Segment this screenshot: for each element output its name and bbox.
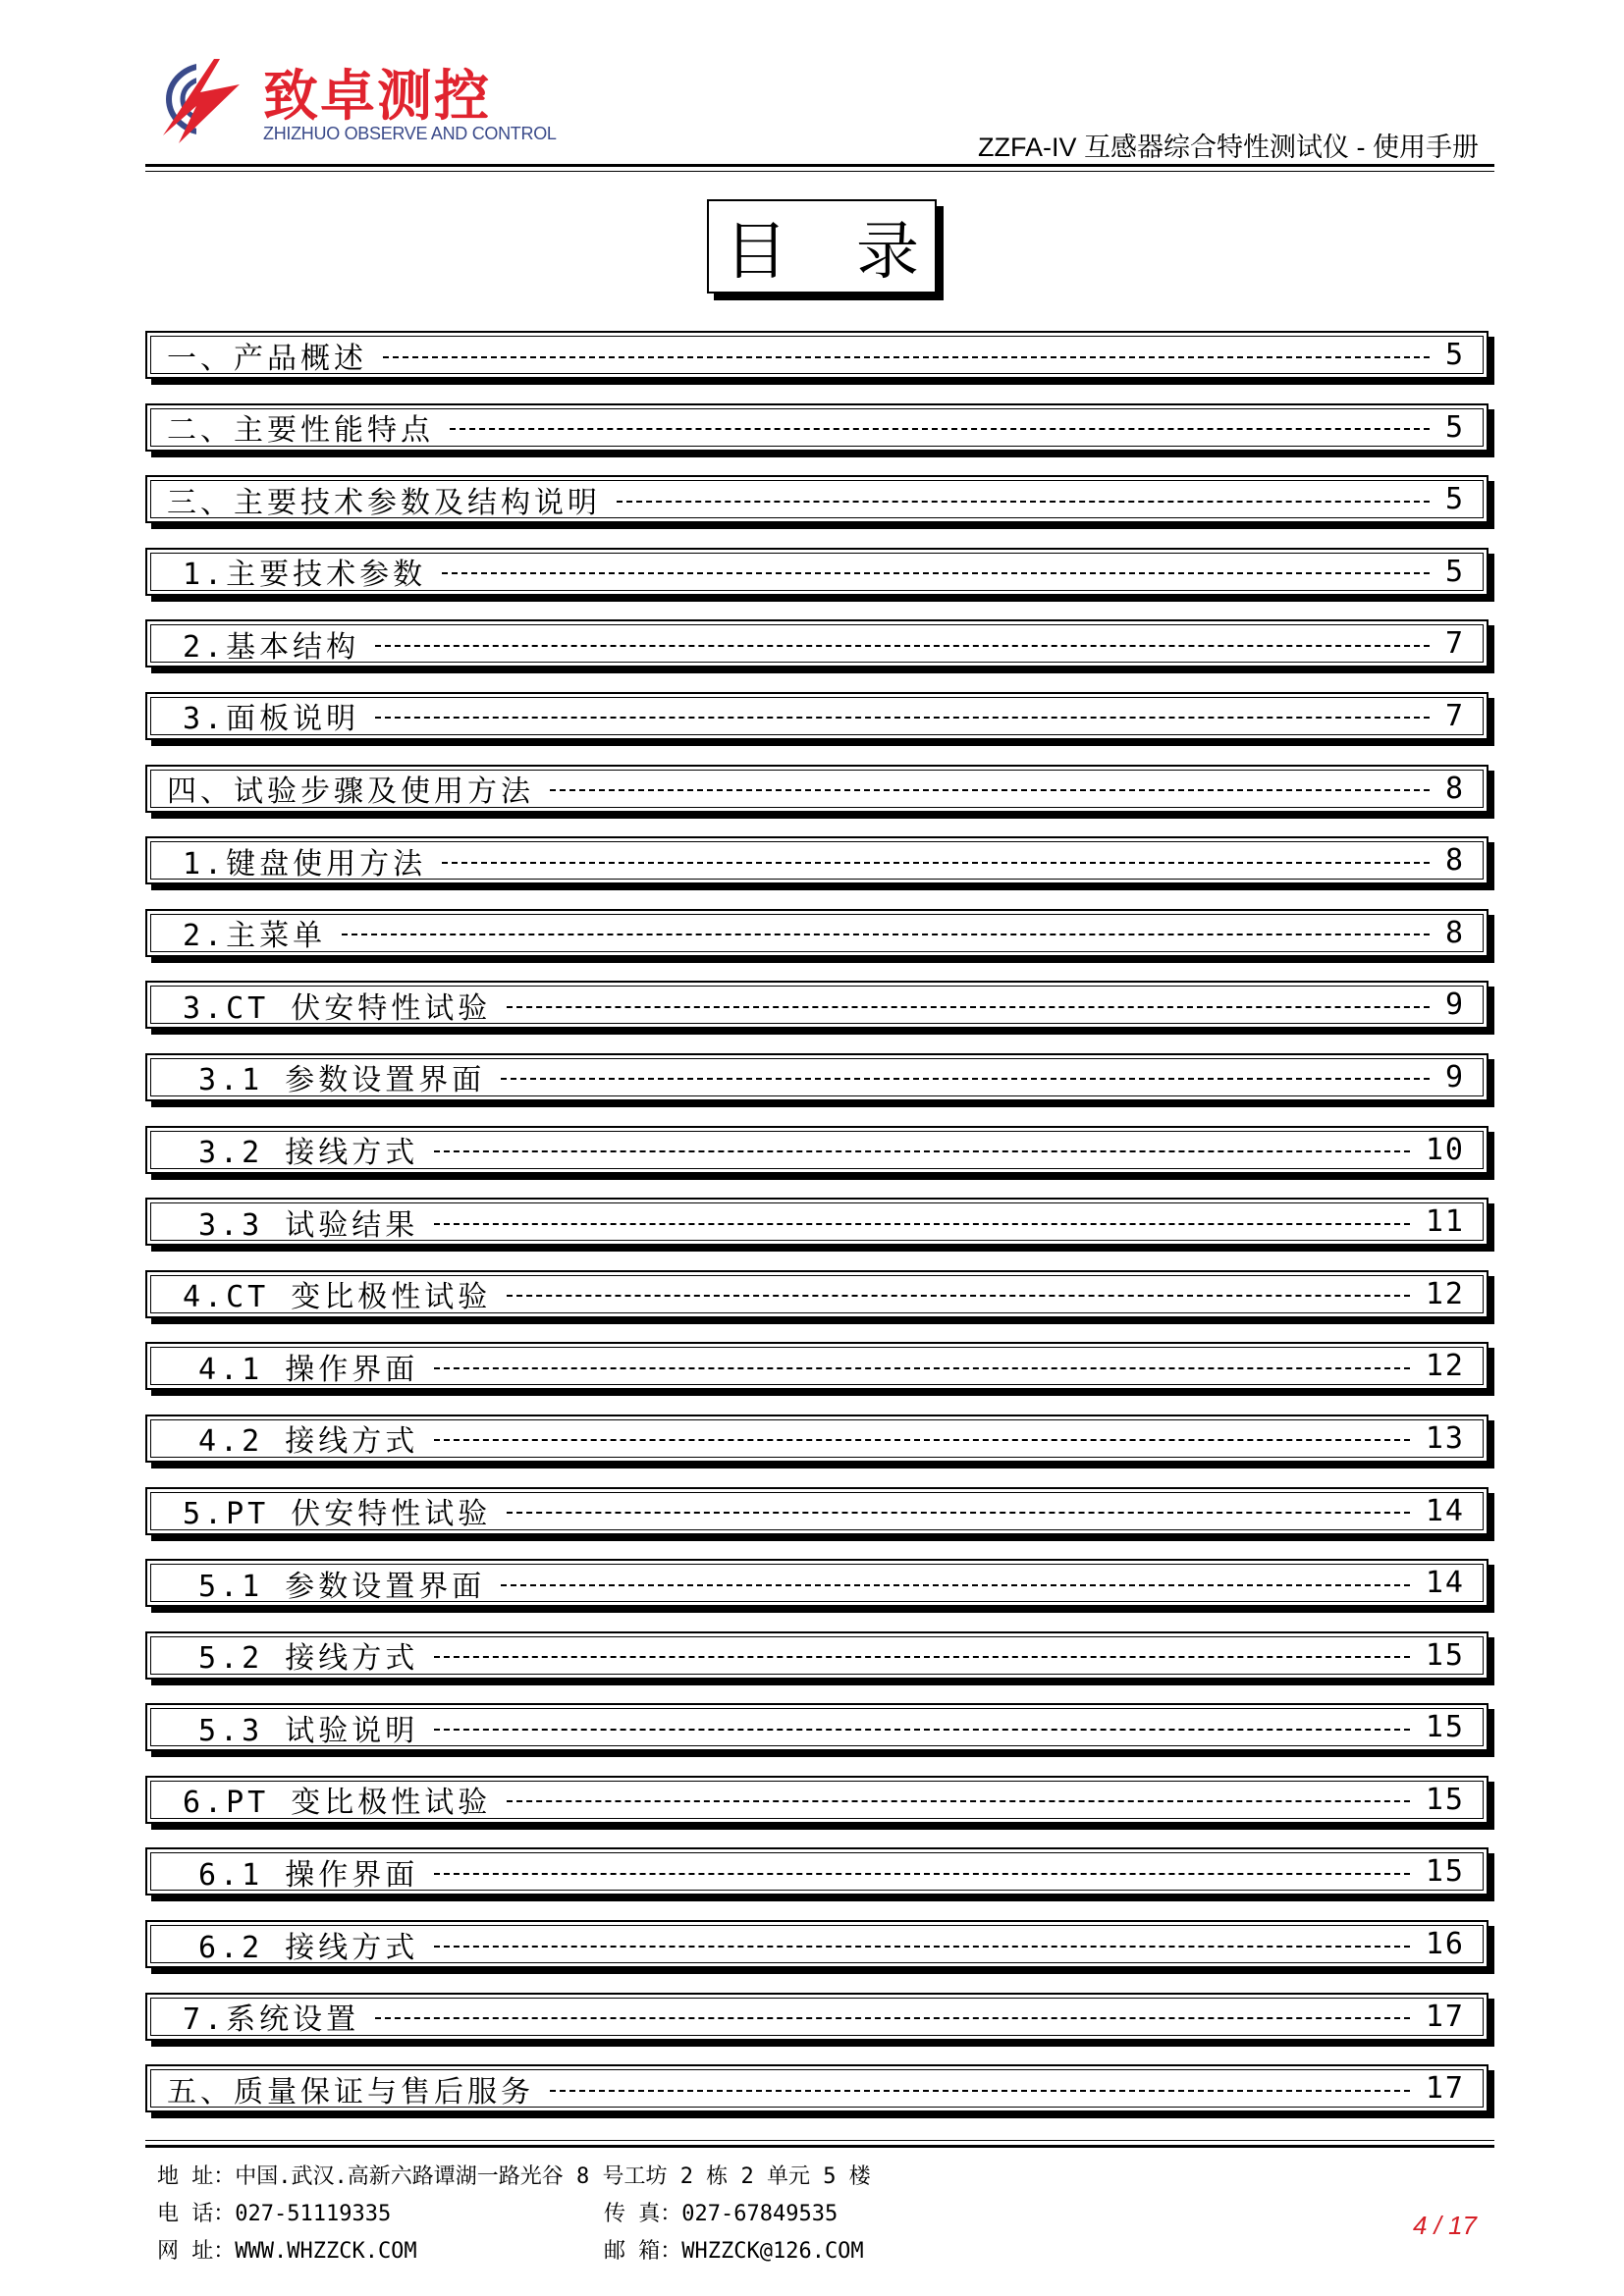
toc-entry[interactable]	[145, 692, 1489, 740]
toc-entry-page: 15	[1425, 1637, 1465, 1673]
toc-entry-page: 15	[1425, 1782, 1465, 1817]
toc-entry[interactable]	[145, 1198, 1489, 1246]
toc-entry-leader	[450, 428, 1430, 430]
toc-entry[interactable]	[145, 1270, 1489, 1318]
toc-entry-label: 四、试验步骤及使用方法	[167, 774, 534, 810]
toc-entry-leader	[550, 2090, 1410, 2092]
toc-entry-leader	[501, 1078, 1430, 1080]
toc-entry-page: 7	[1444, 626, 1465, 662]
toc-entry[interactable]	[145, 475, 1489, 523]
footer-email: 邮 箱：WHZZCK@126.COM	[604, 2239, 864, 2264]
toc-entry[interactable]	[145, 1415, 1489, 1463]
toc-entry[interactable]	[145, 403, 1489, 452]
header-rule-thick	[145, 164, 1494, 167]
toc-entry-leader	[507, 1800, 1410, 1802]
toc-entry-page: 14	[1425, 1493, 1465, 1528]
toc-entry[interactable]	[145, 1776, 1489, 1824]
toc-title-box	[707, 199, 988, 294]
toc-entry-leader	[342, 934, 1430, 935]
toc-entry-page: 12	[1425, 1349, 1465, 1384]
toc-entry-label: 5.2 接线方式	[198, 1641, 419, 1677]
toc-entry-label: 五、质量保证与售后服务	[167, 2074, 534, 2109]
toc-entry[interactable]	[145, 2064, 1489, 2112]
toc-entry[interactable]	[145, 1559, 1489, 1607]
toc-entry-leader	[434, 1150, 1410, 1152]
toc-entry[interactable]	[145, 1342, 1489, 1390]
toc-entry-label: 4.2 接线方式	[198, 1424, 419, 1460]
toc-entry-page: 11	[1425, 1204, 1465, 1240]
company-name-en: ZHIZHUO OBSERVE AND CONTROL	[263, 124, 557, 143]
toc-entry-leader	[434, 1367, 1410, 1369]
toc-entry-label: 5.PT 伏安特性试验	[183, 1497, 492, 1531]
toc-entry[interactable]	[145, 1993, 1489, 2041]
toc-entry-label: 一、产品概述	[167, 341, 367, 376]
footer-rule-thick	[145, 2145, 1494, 2148]
toc-entry-page: 8	[1444, 771, 1465, 806]
footer-address: 地 址：中国.武汉.高新六路谭湖一路光谷 8 号工坊 2 栋 2 单元 5 楼	[157, 2164, 871, 2189]
toc-entry-label: 3.3 试验结果	[198, 1207, 419, 1243]
toc-entry-label: 1.键盘使用方法	[183, 846, 427, 881]
toc-entry-leader	[434, 1946, 1410, 1948]
toc-entry-label: 3.CT 伏安特性试验	[183, 990, 492, 1026]
toc-entry[interactable]	[145, 1053, 1489, 1101]
toc-entry-leader	[507, 1006, 1430, 1008]
toc-entry-page: 5	[1444, 482, 1465, 517]
toc-entry-page: 17	[1425, 2071, 1465, 2107]
toc-entry[interactable]	[145, 1631, 1489, 1680]
toc-entry[interactable]	[145, 548, 1489, 596]
toc-entry-label: 三、主要技术参数及结构说明	[167, 485, 601, 520]
toc-entry-leader	[434, 1223, 1410, 1225]
toc-entry-page: 8	[1444, 843, 1465, 879]
toc-entry[interactable]	[145, 1847, 1489, 1896]
footer-fax: 传 真：027-67849535	[604, 2202, 839, 2226]
company-name-cn: 致卓测控	[263, 65, 491, 129]
toc-entry-page: 10	[1425, 1132, 1465, 1167]
toc-entry-leader	[375, 2017, 1410, 2019]
toc-entry-leader	[434, 1729, 1410, 1731]
toc-entry-label: 6.PT 变比极性试验	[183, 1786, 492, 1821]
toc-entry-label: 6.2 接线方式	[198, 1930, 419, 1965]
toc-entry-leader	[442, 862, 1430, 864]
toc-list	[145, 331, 1489, 2137]
toc-title: 目录	[725, 216, 988, 289]
toc-entry-page: 7	[1444, 698, 1465, 733]
toc-entry-page: 12	[1425, 1276, 1465, 1311]
toc-entry-page: 5	[1444, 338, 1465, 372]
header-rule-thin	[145, 171, 1494, 172]
toc-entry-label: 7.系统设置	[183, 2002, 360, 2038]
toc-entry[interactable]	[145, 765, 1489, 813]
toc-entry-leader	[507, 1295, 1410, 1297]
toc-entry-label: 3.1 参数设置界面	[198, 1063, 486, 1098]
toc-entry-page: 13	[1425, 1420, 1465, 1456]
logo-mark-icon	[157, 45, 255, 153]
toc-entry-page: 9	[1444, 1059, 1465, 1095]
toc-entry[interactable]	[145, 331, 1489, 379]
toc-entry-leader	[434, 1873, 1410, 1875]
toc-entry-label: 6.1 操作界面	[198, 1857, 419, 1893]
toc-entry-label: 4.CT 变比极性试验	[183, 1280, 492, 1315]
document-title: ZZFA-IV 互感器综合特性测试仪 - 使用手册	[978, 133, 1479, 162]
toc-entry-label: 3.2 接线方式	[198, 1136, 419, 1171]
toc-entry-label: 2.基本结构	[183, 629, 360, 665]
toc-entry-page: 16	[1425, 1927, 1465, 1962]
company-logo	[157, 45, 557, 153]
toc-entry-page: 5	[1444, 409, 1465, 445]
toc-entry-label: 2.主菜单	[183, 919, 327, 954]
toc-entry[interactable]	[145, 619, 1489, 667]
toc-entry-page: 14	[1425, 1566, 1465, 1601]
toc-entry-label: 1.主要技术参数	[183, 558, 427, 593]
footer-phone: 电 话：027-51119335	[157, 2202, 392, 2226]
toc-entry[interactable]	[145, 981, 1489, 1029]
toc-entry-leader	[507, 1512, 1410, 1514]
toc-entry[interactable]	[145, 1703, 1489, 1751]
toc-entry-leader	[383, 356, 1430, 358]
toc-entry-page: 17	[1425, 1999, 1465, 2034]
toc-entry[interactable]	[145, 1920, 1489, 1968]
footer-rule-thin	[145, 2140, 1494, 2141]
toc-entry-page: 15	[1425, 1854, 1465, 1890]
toc-entry[interactable]	[145, 909, 1489, 957]
toc-entry-leader	[550, 789, 1430, 791]
toc-entry-leader	[375, 717, 1430, 719]
toc-entry-page: 15	[1425, 1710, 1465, 1745]
toc-entry-label: 二、主要性能特点	[167, 413, 434, 449]
toc-entry-leader	[617, 501, 1430, 503]
toc-entry-leader	[375, 645, 1430, 647]
toc-entry-label: 3.面板说明	[183, 702, 360, 737]
toc-entry-leader	[434, 1656, 1410, 1658]
toc-entry-inner-border	[150, 914, 1484, 952]
toc-entry-leader	[442, 572, 1430, 574]
toc-entry[interactable]	[145, 1487, 1489, 1535]
toc-entry-label: 4.1 操作界面	[198, 1352, 419, 1387]
toc-entry-page: 9	[1444, 988, 1465, 1023]
toc-entry[interactable]	[145, 1126, 1489, 1174]
toc-entry-leader	[501, 1584, 1410, 1586]
toc-entry[interactable]	[145, 836, 1489, 884]
toc-entry-page: 8	[1444, 915, 1465, 950]
footer-website: 网 址：WWW.WHZZCK.COM	[157, 2239, 417, 2264]
toc-entry-label: 5.1 参数设置界面	[198, 1569, 486, 1604]
toc-entry-page: 5	[1444, 554, 1465, 589]
toc-entry-leader	[434, 1439, 1410, 1441]
page-indicator: 4 / 17	[1412, 2211, 1477, 2240]
toc-entry-label: 5.3 试验说明	[198, 1713, 419, 1748]
